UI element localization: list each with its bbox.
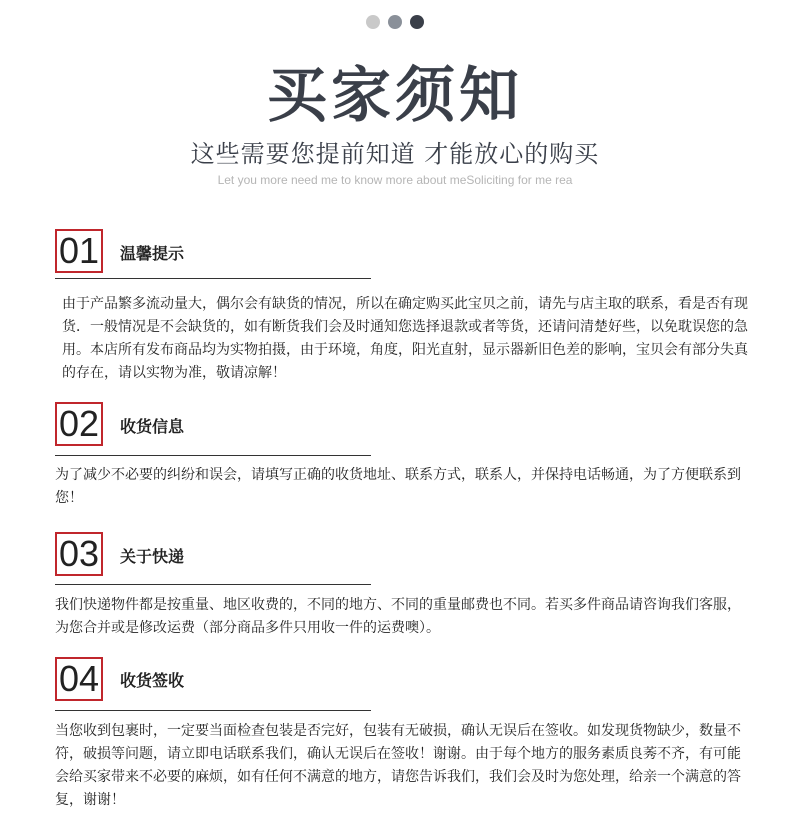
indicator-dot [388, 15, 402, 29]
page-subtitle-english: Let you more need me to know more about meSoliciting for me rea [217, 173, 573, 187]
section-number-04: 04 [55, 657, 103, 701]
page-subtitle: 这些需要您提前知道 才能放心的购买 [190, 140, 600, 168]
page-title: 买家须知 [267, 61, 523, 131]
section-body-tips: 由于产品繁多流动量大，偶尔会有缺货的情况，所以在确定购买此宝贝之前，请先与店主取的联系，看是否有现货．一般情况是不会缺货的，如有断货我们会及时通知您选择退款或者等货，还请问清楚好些，以免耽误您的急用。本店所有发布商品均为实物拍摄，由于环境，角度，阳光直射，显示器新旧色差的影响，宝贝会有部分失真的存在，请以实物为准，敬请凉解！ [62, 296, 748, 381]
section-divider [55, 455, 371, 456]
section-divider [55, 278, 371, 279]
section-title-shipping-info: 收货信息 [120, 417, 185, 436]
section-divider [55, 584, 371, 585]
indicator-dot-active [410, 15, 424, 29]
section-body-sign-receipt: 当您收到包裹时，一定要当面检查包装是否完好，包装有无破损，确认无误后在签收。如发现货物缺少，数量不符，破损等问题，请立即电话联系我们，确认无误后在签收！谢谢。由于每个地方的服务素质良莠不齐，有可能会给买家带来不必要的麻烦，如有任何不满意的地方，请您告诉我们，我们会及时为您处理，给亲一个满意的答复，谢谢！ [55, 723, 741, 808]
section-body-express: 我们快递物件都是按重量、地区收费的，不同的地方、不同的重量邮费也不同。若买多件商品请咨询我们客服，为您合并或是修改运费（部分商品多件只用收一件的运费噢）。 [55, 597, 741, 636]
section-title-sign-receipt: 收货签收 [120, 671, 185, 690]
section-divider [55, 710, 371, 711]
section-number-01: 01 [55, 229, 103, 273]
section-title-express: 关于快递 [120, 547, 185, 566]
section-title-tips: 温馨提示 [120, 244, 185, 263]
page-indicator-dots [366, 15, 424, 29]
section-number-02: 02 [55, 402, 103, 446]
indicator-dot [366, 15, 380, 29]
section-number-03: 03 [55, 532, 103, 576]
section-body-shipping-info: 为了减少不必要的纠纷和误会，请填写正确的收货地址、联系方式，联系人，并保持电话畅通，为了方便联系到您！ [55, 467, 741, 506]
